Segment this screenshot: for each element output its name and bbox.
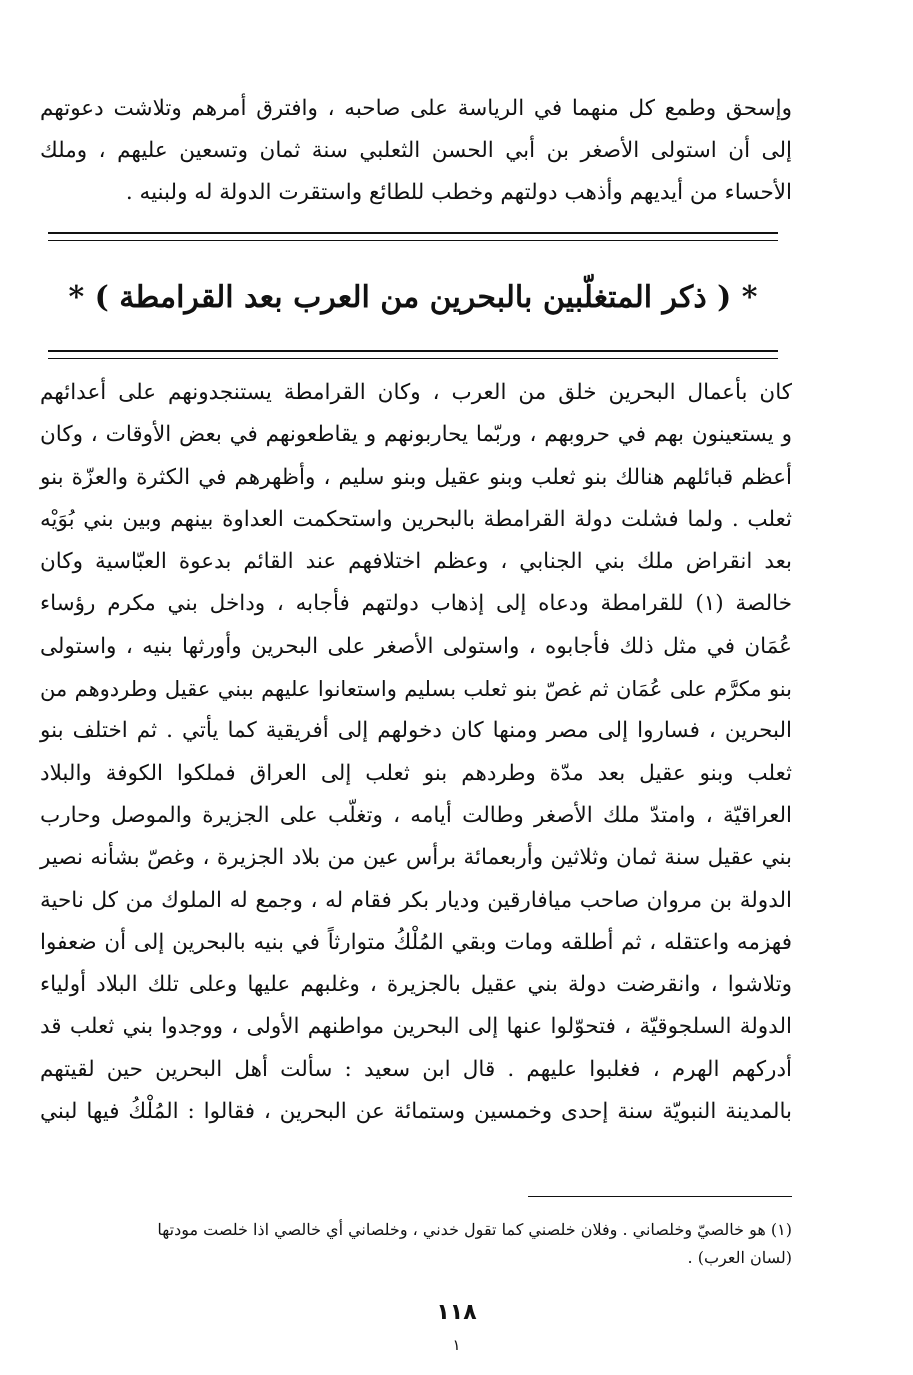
body-line: أدركهم الهرم ، فغلبوا عليهم . قال ابن سعيد : سألت أهل البحرين حين لقيتهم xyxy=(40,1056,792,1082)
body-line: الدولة السلجوقيّة ، فتحوّلوا عنها إلى البحرين مواطنهم الأولى ، ووجدوا بني ثعلب قد xyxy=(40,1014,792,1040)
intro-line: الأحساء من أيديهم وأذهب دولتهم وخطب للطائع واستقرت الدولة له ولبنيه . xyxy=(125,180,792,205)
footnote-line: (١) هو خالصيّ وخلصاني . وفلان خلصني كما تقول خدني ، وخلصاني أي خالصي اذا خلصت مودتها xyxy=(157,1220,792,1239)
intro-line: إلى أن استولى الأصغر بن أبي الحسن الثعلبي سنة ثمان وتسعين عليهم ، وملك xyxy=(40,138,792,163)
body-line: عُمَان في مثل ذلك فأجابوه ، واستولى الأصغر على البحرين وأورثها بنيه ، واستولى xyxy=(40,633,792,659)
main-paragraph xyxy=(40,372,792,1133)
body-line: وتلاشوا ، وانقرضت دولة بني عقيل بالجزيرة ، وغلبهم عليها وعلى تلك البلاد أولياء xyxy=(40,972,792,998)
body-line: أعظم قبائلهم هنالك بنو ثعلب وبنو عقيل وبنو سليم ، وأظهرهم في الكثرة والعزّة بنو xyxy=(40,464,792,490)
body-line: البحرين ، فساروا إلى مصر ومنها كان دخولهم إلى أفريقية كما يأتي . ثم اختلف بنو xyxy=(40,718,792,744)
intro-paragraph xyxy=(40,88,792,214)
body-line: ثعلب . ولما فشلت دولة القرامطة بالبحرين واستحكمت العداوة بينهم وبين بني بُوَيْه xyxy=(40,506,792,532)
section-heading: * ( ذكر المتغلّبين بالبحرين من العرب بعد القرامطة ) * xyxy=(68,280,758,315)
footnote-divider xyxy=(528,1196,792,1197)
divider-bottom-1 xyxy=(48,350,778,352)
body-line: ثعلب وبنو عقيل بعد مدّة وطردهم بنو ثعلب إلى العراق فملكوا الكوفة والبلاد xyxy=(40,760,792,786)
page-number: ١١٨ xyxy=(436,1300,477,1325)
divider-bottom-2 xyxy=(48,358,778,359)
divider-top-1 xyxy=(48,232,778,234)
body-line: بنو مكرَّم على عُمَان ثم غصّ بنو ثعلب بسليم واستعانوا عليهم ببني عقيل وطردوهم من xyxy=(40,677,792,702)
body-line: بالمدينة النبويّة سنة إحدى وخمسين وستمائة عن البحرين ، فقالوا : المُلْكُ فيها لبني xyxy=(40,1099,792,1125)
body-line: بعد انقراض ملك بني الجنابي ، وعظم اختلافهم عند القائم بدعوة العبّاسية وكان xyxy=(40,549,792,575)
page-signature: ١ xyxy=(452,1336,461,1354)
divider-top-2 xyxy=(48,240,778,241)
body-line: بني عقيل سنة ثمان وثلاثين وأربعمائة برأس عين من بلاد الجزيرة ، وغصّ بشأنه نصير xyxy=(40,845,792,871)
body-line: فهزمه واعتقله ، ثم أطلقه ومات وبقي المُلْكُ متوارثاً في بنيه بالبحرين إلى أن ضعفوا xyxy=(40,929,792,955)
body-line: الدولة بن مروان صاحب ميافارقين وديار بكر فقام له ، وجمع له الملوك من كل ناحية xyxy=(40,887,792,913)
body-line: و يستعينون بهم في حروبهم ، وربّما يحاربونهم و يقاطعونهم في بعض الأوقات ، وكان xyxy=(40,422,792,448)
body-line: كان بأعمال البحرين خلق من العرب ، وكان القرامطة يستنجدونهم على أعدائهم xyxy=(40,380,792,405)
intro-line: وإسحق وطمع كل منهما في الرياسة على صاحبه ، وافترق أمرهم وتلاشت دعوتهم xyxy=(40,96,792,121)
body-line: خالصة (١) للقرامطة ودعاه إلى إذهاب دولتهم فأجابه ، وداخل بني مكرم رؤساء xyxy=(40,591,792,617)
body-line: العراقيّة ، وامتدّ ملك الأصغر وطالت أيامه ، وتغلّب على الجزيرة والموصل وحارب xyxy=(40,802,792,828)
footnote-section xyxy=(40,1216,792,1272)
footnote-line: (لسان العرب) . xyxy=(687,1248,792,1267)
